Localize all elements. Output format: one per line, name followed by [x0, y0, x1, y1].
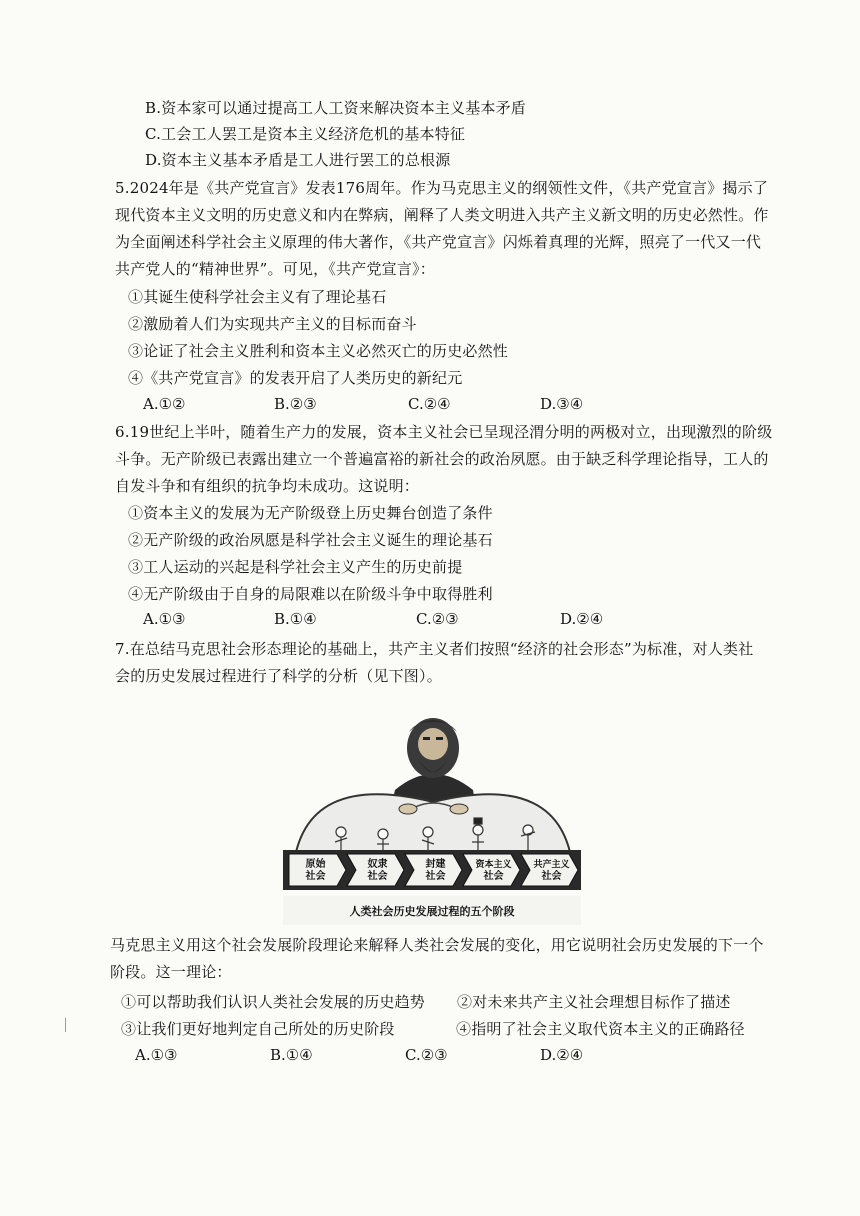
q7-choice-a: A.①③	[135, 1046, 178, 1064]
q5-stem-line: 5.2024年是《共产党宣言》发表176周年。作为马克思主义的纲领性文件，《共产党宣言》揭示了	[115, 179, 769, 197]
q6-statement: ③工人运动的兴起是科学社会主义产生的历史前提	[128, 558, 463, 576]
q5-choice-b: B.②③	[274, 395, 317, 413]
q5-choice-d: D.③④	[540, 395, 584, 413]
stage-label: 共产主义	[533, 860, 570, 870]
q4-option-c: C.工会工人罢工是资本主义经济危机的基本特征	[145, 125, 466, 143]
stage-label: 社会	[541, 871, 562, 882]
q7-statement: ④指明了社会主义取代资本主义的正确路径	[456, 1020, 745, 1038]
q6-stem-line: 自发斗争和有组织的抗争均未成功。这说明：	[115, 477, 420, 495]
q5-choice-a: A.①②	[143, 395, 186, 413]
q6-choice-b: B.①④	[274, 610, 317, 628]
q7-statement: ③让我们更好地判定自己所处的历史阶段	[121, 1020, 395, 1038]
q7-choice-d: D.②④	[540, 1046, 584, 1064]
q6-choice-c: C.②③	[416, 610, 459, 628]
q7-choice-b: B.①④	[270, 1046, 313, 1064]
q7-stem-line: 会的历史发展过程进行了科学的分析（见下图）。	[115, 667, 442, 685]
stage-label: 原始	[305, 859, 326, 870]
figure-caption: 人类社会历史发展过程的五个阶段	[349, 905, 515, 918]
q7-choice-c: C.②③	[405, 1046, 448, 1064]
q7-after-line: 阶段。这一理论：	[110, 963, 232, 981]
stage-label: 封建	[425, 859, 446, 870]
q6-statement: ①资本主义的发展为无产阶级登上历史舞台创造了条件	[128, 504, 493, 522]
q6-choice-d: D.②④	[560, 610, 604, 628]
q6-statement: ②无产阶级的政治夙愿是科学社会主义诞生的理论基石	[128, 531, 493, 549]
q6-choice-a: A.①③	[143, 610, 186, 628]
stage-label: 社会	[425, 871, 446, 882]
q5-statement: ④《共产党宣言》的发表开启了人类历史的新纪元	[128, 369, 463, 387]
q6-stem-line: 6.19世纪上半叶，随着生产力的发展，资本主义社会已呈现泾渭分明的两极对立，出现激烈的阶级	[115, 423, 773, 441]
q7-statement: ①可以帮助我们认识人类社会发展的历史趋势	[121, 993, 426, 1011]
q6-stem-line: 斗争。无产阶级已表露出建立一个普遍富裕的新社会的政治夙愿。由于缺乏科学理论指导，工人的	[115, 450, 769, 468]
margin-mark	[65, 1018, 66, 1032]
q5-statement: ②激励着人们为实现共产主义的目标而奋斗	[128, 315, 417, 333]
q7-after-line: 马克思主义用这个社会发展阶段理论来解释人类社会发展的变化，用它说明社会历史发展的下一个	[110, 936, 764, 954]
stage-label: 资本主义	[475, 860, 512, 870]
stage-label: 社会	[483, 871, 504, 882]
q5-statement: ③论证了社会主义胜利和资本主义必然灭亡的历史必然性	[128, 342, 509, 360]
q5-stem-line: 为全面阐述科学社会主义原理的伟大著作，《共产党宣言》闪烁着真理的光辉，照亮了一代又一代	[115, 233, 762, 251]
stage-chevrons	[289, 854, 578, 886]
q5-stem-line: 现代资本主义文明的历史意义和内在弊病，阐释了人类文明进入共产主义新文明的历史必然性。作	[115, 206, 769, 224]
q5-choice-c: C.②④	[408, 395, 451, 413]
q4-option-b: B.资本家可以通过提高工人工资来解决资本主义基本矛盾	[145, 99, 526, 117]
q5-stem-line: 共产党人的“精神世界”。可见，《共产党宣言》：	[115, 260, 435, 278]
q7-statement: ②对未来共产主义社会理想目标作了描述	[457, 993, 731, 1011]
q5-statement: ①其诞生使科学社会主义有了理论基石	[128, 288, 387, 306]
social-stages-illustration	[283, 710, 581, 925]
stage-label: 奴隶	[367, 859, 388, 870]
q7-stem-line: 7.在总结马克思社会形态理论的基础上，共产主义者们按照“经济的社会形态”为标准，对人类社	[115, 640, 754, 658]
q6-statement: ④无产阶级由于自身的局限难以在阶级斗争中取得胜利	[128, 585, 493, 603]
stage-label: 社会	[367, 871, 388, 882]
q4-option-d: D.资本主义基本矛盾是工人进行罢工的总根源	[145, 151, 451, 169]
stage-label: 社会	[305, 871, 326, 882]
